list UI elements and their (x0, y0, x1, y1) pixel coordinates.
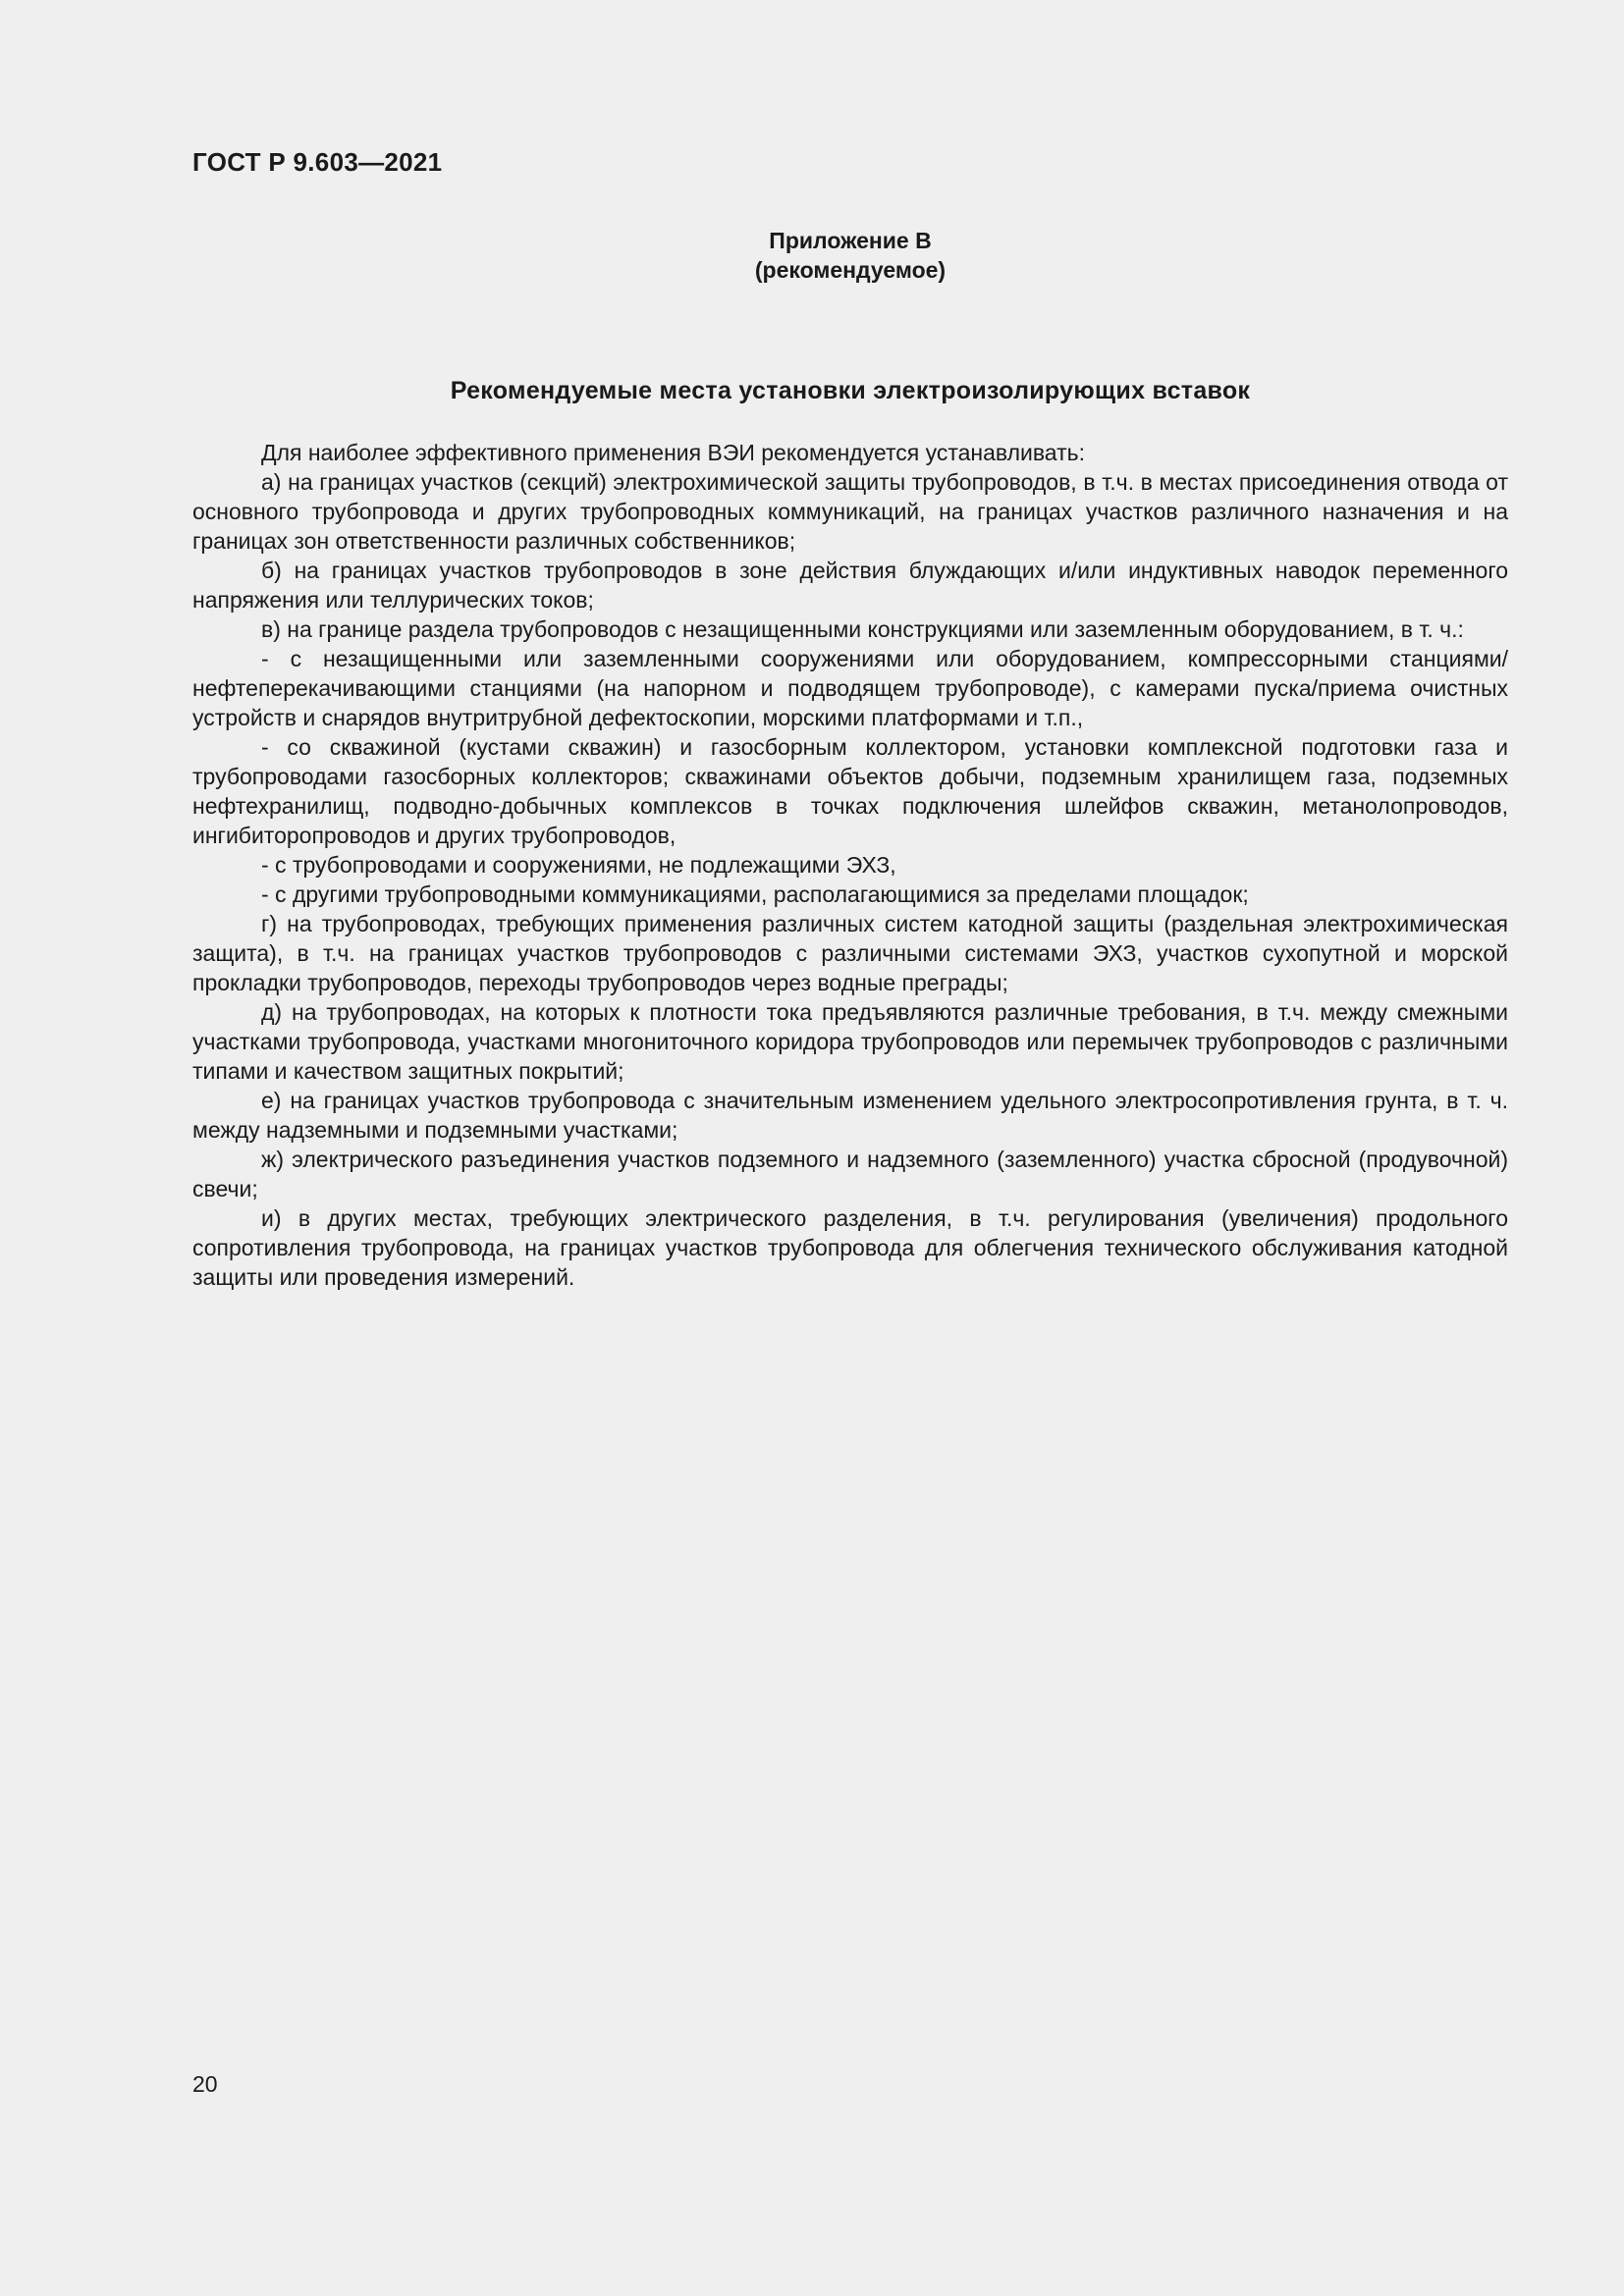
paragraph-item-b: б) на границах участков трубопроводов в зоне действия блуждающих и/или индуктивных наводок переменного напряжения или теллурических токов; (192, 558, 1508, 613)
paragraph-item-i: и) в других местах, требующих электрического разделения, в т.ч. регулирования (увеличения) продольного сопротивления трубопровода, на границах участков трубопровода для облегчения технического обслуживания катодной защиты или проведения измерений. (192, 1205, 1508, 1290)
paragraph-item-zh: ж) электрического разъединения участков подземного и надземного (заземленного) участка сбросной (продувочной) свечи; (192, 1147, 1508, 1201)
paragraph-intro: Для наиболее эффективного применения ВЭИ рекомендуется устанавливать: (261, 440, 1085, 465)
paragraph-subitem-3: - с трубопроводами и сооружениями, не подлежащими ЭХЗ, (261, 852, 896, 878)
paragraph-item-e: е) на границах участков трубопровода с значительным изменением удельного электросопротивления грунта, в т. ч. между надземными и подземными участками; (192, 1088, 1508, 1143)
paragraph-item-d: д) на трубопроводах, на которых к плотности тока предъявляются различные требования, в т.ч. между смежными участками трубопровода, участками многониточного коридора трубопроводов или перемычек трубопроводов с различными типами и качеством защитных покрытий; (192, 999, 1508, 1084)
paragraph-item-a: а) на границах участков (секций) электрохимической защиты трубопроводов, в т.ч. в местах присоединения отвода от основного трубопровода и других трубопроводных коммуникаций, на границах участков различного назначения и на границах зон ответственности различных собственников; (192, 469, 1508, 554)
document-code: ГОСТ Р 9.603—2021 (192, 147, 443, 177)
appendix-title: Приложение В (769, 228, 932, 253)
body-text (192, 438, 1508, 1292)
paragraph-subitem-2: - со скважиной (кустами скважин) и газосборным коллектором, установки комплексной подготовки газа и трубопроводами газосборных коллекторов; скважинами объектов добычи, подземным хранилищем газа, подземных нефтехранилищ, подводно-добычных комплексов в точках подключения шлейфов скважин, метанолопроводов, ингибиторопроводов и других трубопроводов, (192, 734, 1508, 848)
paragraph-item-g: г) на трубопроводах, требующих применения различных систем катодной защиты (раздельная электрохимическая защита), в т.ч. на границах участков трубопроводов с различными системами ЭХЗ, участков сухопутной и морской прокладки трубопроводов, переходы трубопроводов через водные преграды; (192, 911, 1508, 995)
page-number: 20 (192, 2071, 218, 2097)
section-title: Рекомендуемые места установки электроизолирующих вставок (450, 377, 1251, 404)
paragraph-item-v: в) на границе раздела трубопроводов с незащищенными конструкциями или заземленным оборудованием, в т. ч.: (261, 616, 1464, 642)
paragraph-subitem-1: - с незащищенными или заземленными сооружениями или оборудованием, компрессорными станциями/нефтеперекачивающими станциями (на напорном и подводящем трубопроводе), с камерами пуска/приема очистных устройств и снарядов внутритрубной дефектоскопии, морскими платформами и т.п., (192, 646, 1508, 730)
paragraph-subitem-4: - с другими трубопроводными коммуникациями, располагающимися за пределами площадок; (261, 881, 1249, 907)
appendix-heading (192, 226, 1508, 285)
appendix-subtitle: (рекомендуемое) (754, 257, 947, 283)
